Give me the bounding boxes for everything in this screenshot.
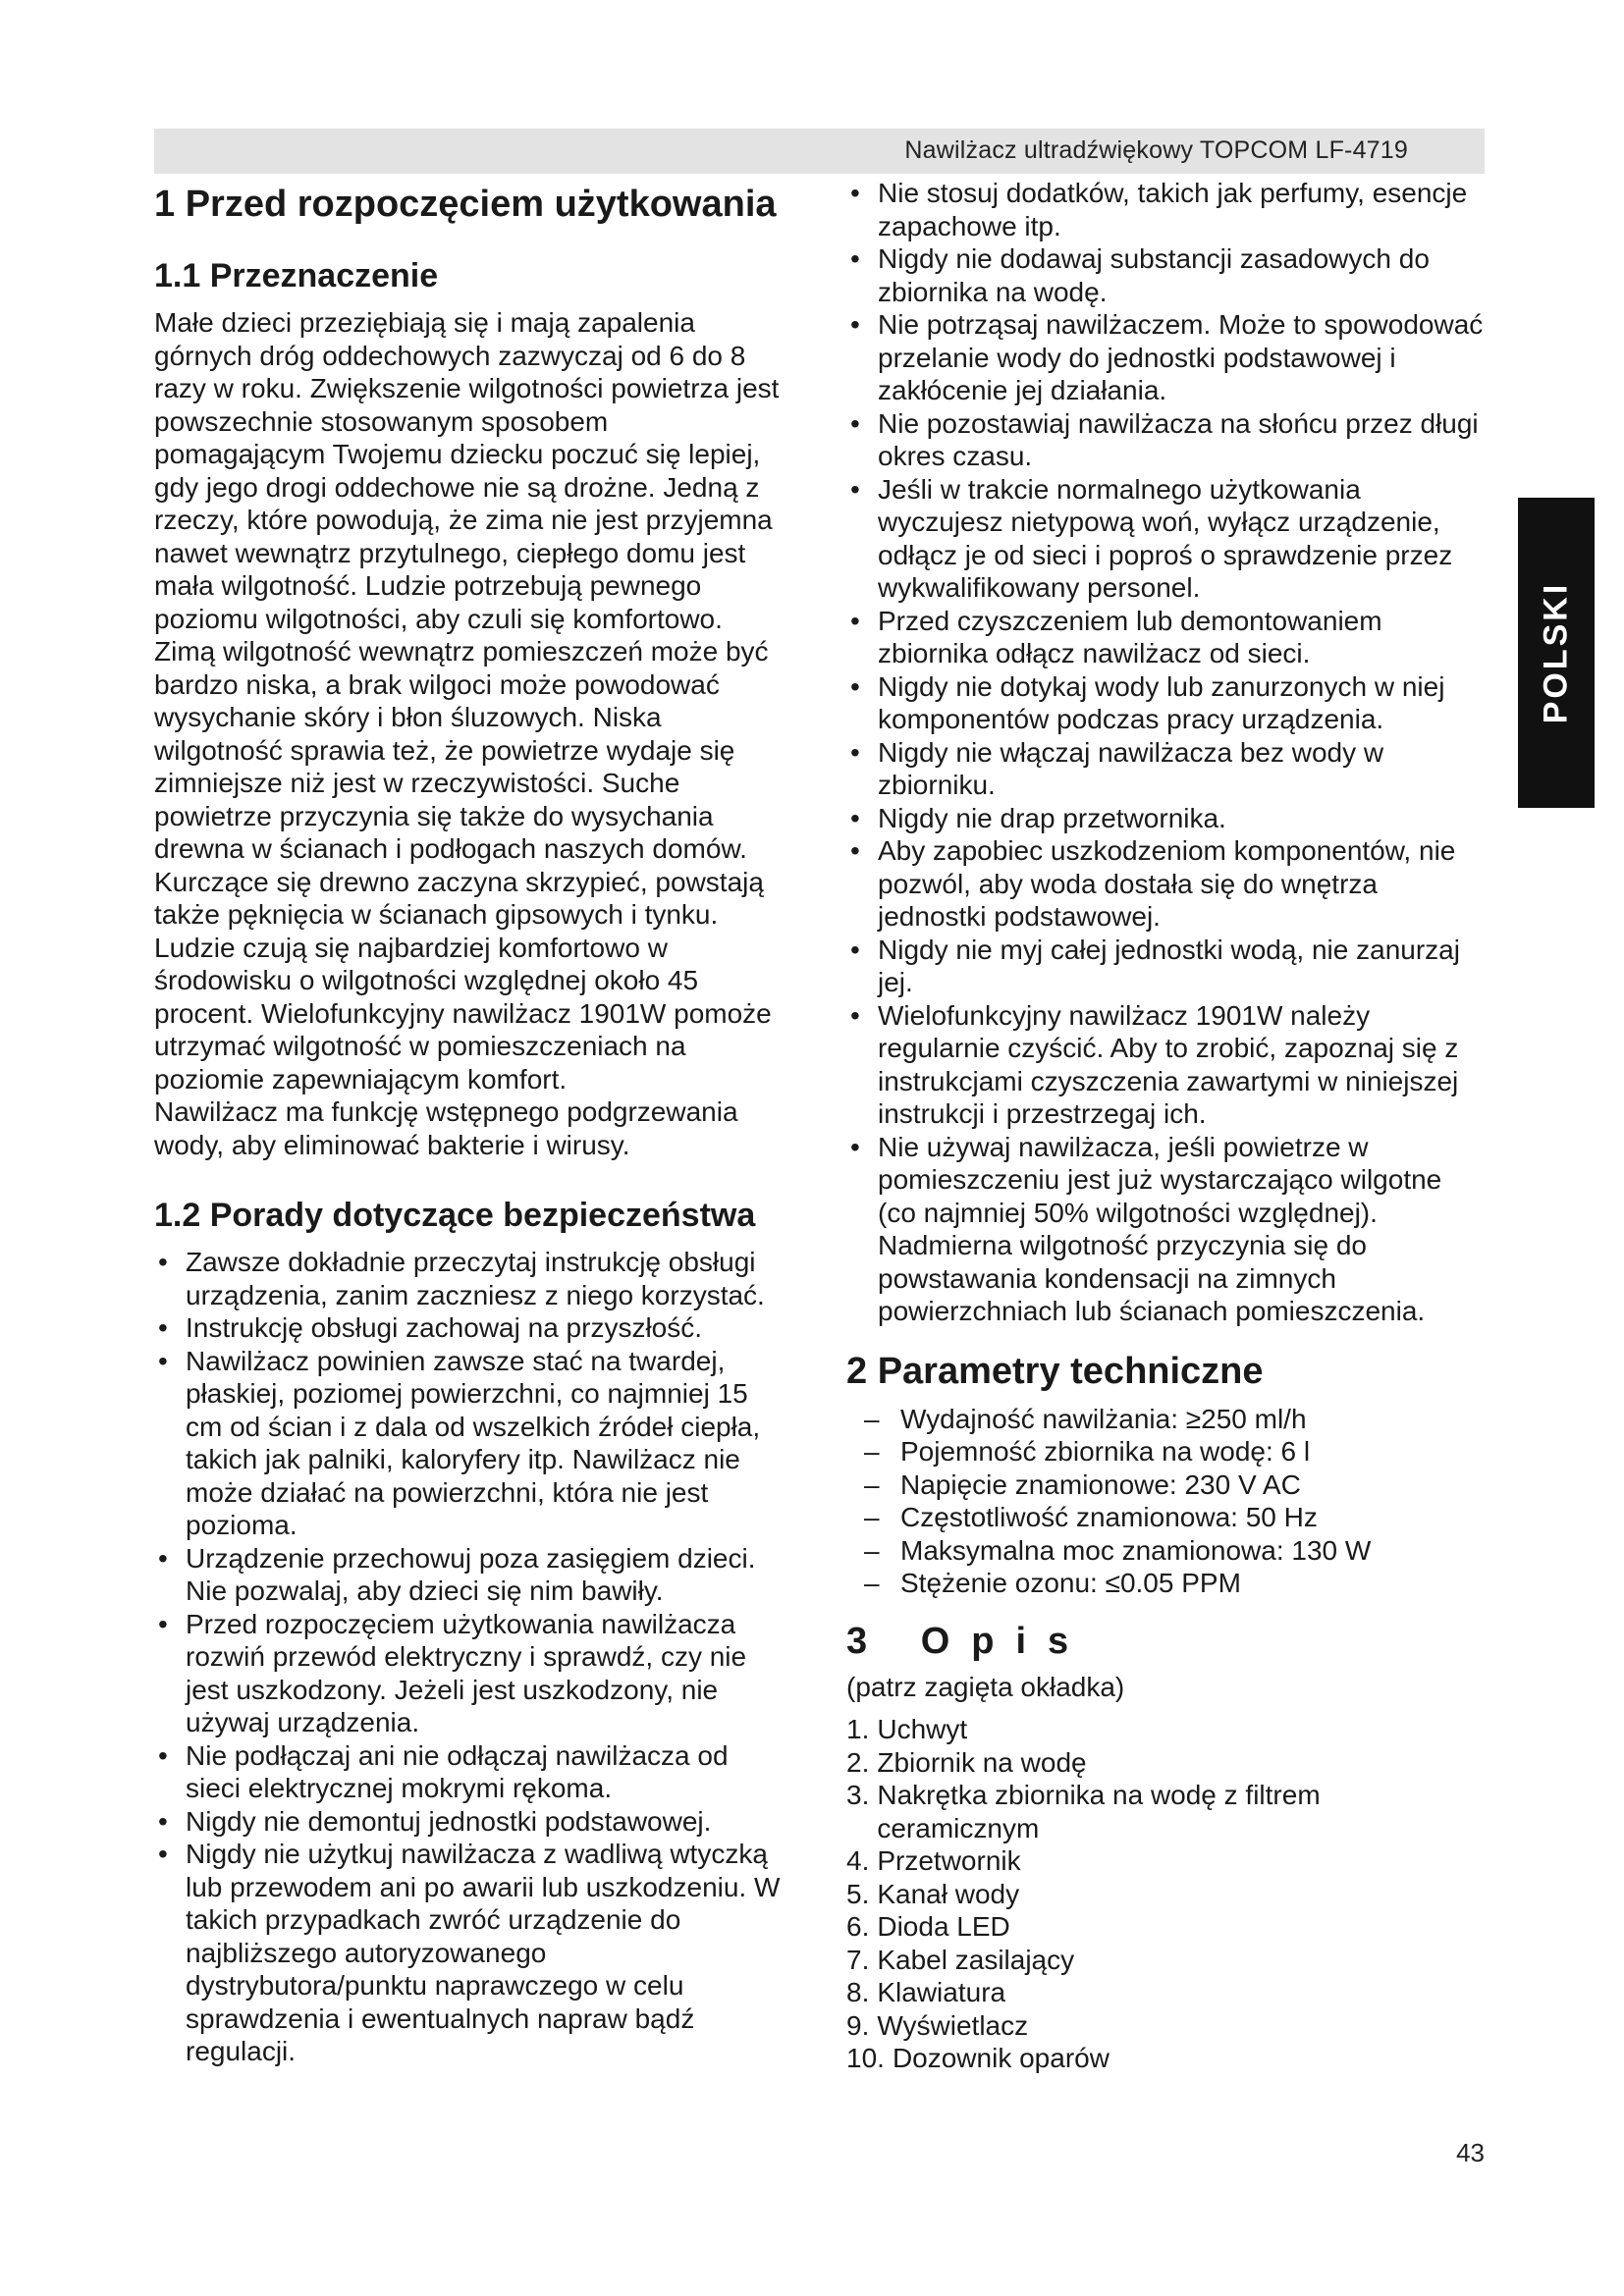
spec-item: – Napięcie znamionowe: 230 V AC (846, 1468, 1485, 1502)
list-item: • Nigdy nie drap przetwornika. (846, 802, 1485, 835)
spec-item: – Maksymalna moc znamionowa: 130 W (846, 1534, 1485, 1568)
list-item: • Instrukcję obsługi zachowaj na przyszłość. (154, 1311, 783, 1345)
safety-list-right (846, 177, 1485, 1328)
item-number: 5. (846, 1878, 870, 1909)
header-title: Nawilżacz ultradźwiękowy TOPCOM LF-4719 (904, 136, 1408, 164)
item-text: Zbiornik na wodę (877, 1746, 1087, 1778)
list-item: • Wielofunkcyjny nawilżacz 1901W należy regularnie czyścić. Aby to zrobić, zapoznaj się z instrukcjami czyszczenia zawartymi w niniejszej instrukcji i przestrzegaj ich. (846, 999, 1485, 1131)
list-item: • Nigdy nie myj całej jednostki wodą, nie zanurzaj jej. (846, 934, 1485, 999)
item-number: 1. (846, 1714, 870, 1744)
list-item: • Aby zapobiec uszkodzeniom komponentów, nie pozwól, aby woda dostała się do wnętrza jednostki podstawowej. (846, 834, 1485, 934)
list-item: • Nigdy nie demontuj jednostki podstawowej. (154, 1805, 783, 1839)
spec-item: – Wydajność nawilżania: ≥250 ml/h (846, 1403, 1485, 1436)
safety-list-left (154, 1246, 783, 2068)
parts-list (846, 1713, 1485, 2075)
section-1-title: 1 Przed rozpoczęciem użytkowania (154, 184, 777, 225)
item-text: Przetwornik (877, 1845, 1021, 1876)
intro-paragraph-2: Ludzie czują się najbardziej komfortowo w środowisku o wilgotności względnej około 45 procent. Wielofunkcyjny nawilżacz 1901W pomoże utrzymać wilgotność w pomieszczeniach na poziomie zapewniającym komfort. (154, 932, 772, 1095)
list-item (846, 1910, 1485, 1944)
page-number: 43 (1456, 2138, 1485, 2167)
right-column (846, 177, 1485, 2075)
list-item: • Nie podłączaj ani nie odłączaj nawilżacza od sieci elektrycznej mokrymi rękoma. (154, 1739, 783, 1805)
item-number: 9. (846, 2009, 870, 2041)
section-1-2-title: 1.2 Porady dotyczące bezpieczeństwa (154, 1197, 756, 1234)
item-text: Kabel zasilający (877, 1944, 1075, 1975)
item-text: Uchwyt (877, 1714, 968, 1744)
intro-paragraph-3: Nawilżacz ma funkcję wstępnego podgrzewania wody, aby eliminować bakterie i wirusy. (154, 1096, 738, 1160)
item-number: 3. (846, 1780, 870, 1810)
specs-list (846, 1403, 1485, 1600)
item-text: Nakrętka zbiornika na wodę z filtrem ceramicznym (877, 1780, 1321, 1843)
item-number: 8. (846, 1977, 870, 2007)
item-number: 10. (846, 2043, 885, 2073)
item-text: Dioda LED (877, 1911, 1010, 1942)
item-text: Wyświetlacz (877, 2009, 1029, 2041)
item-number: 7. (846, 1944, 870, 1975)
section-1-1-title: 1.1 Przeznaczenie (154, 257, 439, 294)
header-bar (154, 129, 1485, 174)
list-item: • Nie używaj nawilżacza, jeśli powietrze w pomieszczeniu jest już wystarczająco wilgotne (co najmniej 50% wilgotności względnej). Nadmierna wilgotność przyczynia się do powstawania kondensacji na zimnych powierzchniach lub ścianach pomieszczenia. (846, 1131, 1485, 1328)
list-item (846, 1976, 1485, 2009)
section-3-title: 3 Opis (846, 1620, 1091, 1662)
list-item (846, 1844, 1485, 1878)
item-number: 4. (846, 1845, 870, 1876)
spec-item: – Stężenie ozonu: ≤0.05 PPM (846, 1567, 1485, 1600)
list-item: • Nie potrząsaj nawilżaczem. Może to spowodować przelanie wody do jednostki podstawowej i zakłócenie jej działania. (846, 308, 1485, 407)
list-item: • Nigdy nie dodawaj substancji zasadowych do zbiornika na wodę. (846, 242, 1485, 308)
list-item (846, 1779, 1485, 1844)
list-item (846, 2009, 1485, 2043)
list-item: • Nigdy nie użytkuj nawilżacza z wadliwą wtyczką lub przewodem ani po awarii lub uszkodzeniu. W takich przypadkach zwróć urządzenie do najbliższego autoryzowanego dystrybutora/punktu naprawczego w celu sprawdzenia i ewentualnych napraw bądź regulacji. (154, 1838, 783, 2068)
list-item: • Nawilżacz powinien zawsze stać na twardej, płaskiej, poziomej powierzchni, co najmniej 15 cm od ścian i z dala od wszelkich źródeł ciepła, takich jak palniki, kaloryfery itp. Nawilżacz nie może działać na powierzchni, która nie jest pozioma. (154, 1345, 783, 1542)
item-text: Kanał wody (877, 1878, 1020, 1909)
section-3-note: (patrz zagięta okładka) (846, 1671, 1125, 1702)
list-item: • Jeśli w trakcie normalnego użytkowania wyczujesz nietypową woń, wyłącz urządzenie, odłącz je od sieci i poproś o sprawdzenie przez wykwalifikowany personel. (846, 473, 1485, 605)
list-item: • Przed czyszczeniem lub demontowaniem zbiornika odłącz nawilżacz od sieci. (846, 605, 1485, 670)
list-item: • Nigdy nie włączaj nawilżacza bez wody w zbiorniku. (846, 736, 1485, 802)
list-item (846, 1878, 1485, 1911)
item-number: 2. (846, 1746, 870, 1778)
section-2-title: 2 Parametry techniczne (846, 1350, 1264, 1392)
list-item (846, 1746, 1485, 1780)
list-item (846, 1944, 1485, 1977)
spec-item: – Częstotliwość znamionowa: 50 Hz (846, 1501, 1485, 1534)
intro-paragraph-1: Małe dzieci przeziębiają się i mają zapalenia górnych dróg oddechowych zazwyczaj od 6 do 8 razy w roku. Zwiększenie wilgotności powietrza jest powszechnie stosowanym sposobem pomagającym Twojemu dziecku poczuć się lepiej, gdy jego drogi oddechowe nie są drożne. Jedną z rzeczy, które powodują, że zima nie jest przyjemna nawet wewnątrz przytulnego, ciepłego domu jest mała wilgotność. Ludzie potrzebują pewnego poziomu wilgotności, aby czuli się komfortowo. Zimą wilgotność wewnątrz pomieszczeń może być bardzo niska, a brak wilgoci może powodować wysychanie skóry i błon śluzowych. Niska wilgotność sprawia też, że powietrze wydaje się zimniejsze niż jest w rzeczywistości. Suche powietrze przyczynia się także do wysychania drewna w ścianach i podłogach naszych domów. Kurczące się drewno zaczyna skrzypieć, powstają także pęknięcia w ścianach gipsowych i tynku. (154, 307, 780, 930)
item-text: Klawiatura (877, 1977, 1006, 2007)
list-item: • Urządzenie przechowuj poza zasięgiem dzieci. Nie pozwalaj, aby dzieci się nim bawiły. (154, 1542, 783, 1608)
list-item: • Nigdy nie dotykaj wody lub zanurzonych w niej komponentów podczas pracy urządzenia. (846, 670, 1485, 736)
list-item: • Przed rozpoczęciem użytkowania nawilżacza rozwiń przewód elektryczny i sprawdź, czy nie jest uszkodzony. Jeżeli jest uszkodzony, nie używaj urządzenia. (154, 1608, 783, 1739)
item-number: 6. (846, 1911, 870, 1942)
list-item: • Nie stosuj dodatków, takich jak perfumy, esencje zapachowe itp. (846, 177, 1485, 242)
spec-item: – Pojemność zbiornika na wodę: 6 l (846, 1435, 1485, 1468)
language-tab (1518, 498, 1595, 808)
item-text: Dozownik oparów (892, 2043, 1110, 2073)
list-item: • Nie pozostawiaj nawilżacza na słońcu przez długi okres czasu. (846, 407, 1485, 473)
language-tab-label: POLSKI (1537, 581, 1575, 724)
left-column (154, 177, 783, 2068)
list-item (846, 1713, 1485, 1746)
list-item (846, 2042, 1485, 2075)
list-item: • Zawsze dokładnie przeczytaj instrukcję obsługi urządzenia, zanim zaczniesz z niego korzystać. (154, 1246, 783, 1311)
